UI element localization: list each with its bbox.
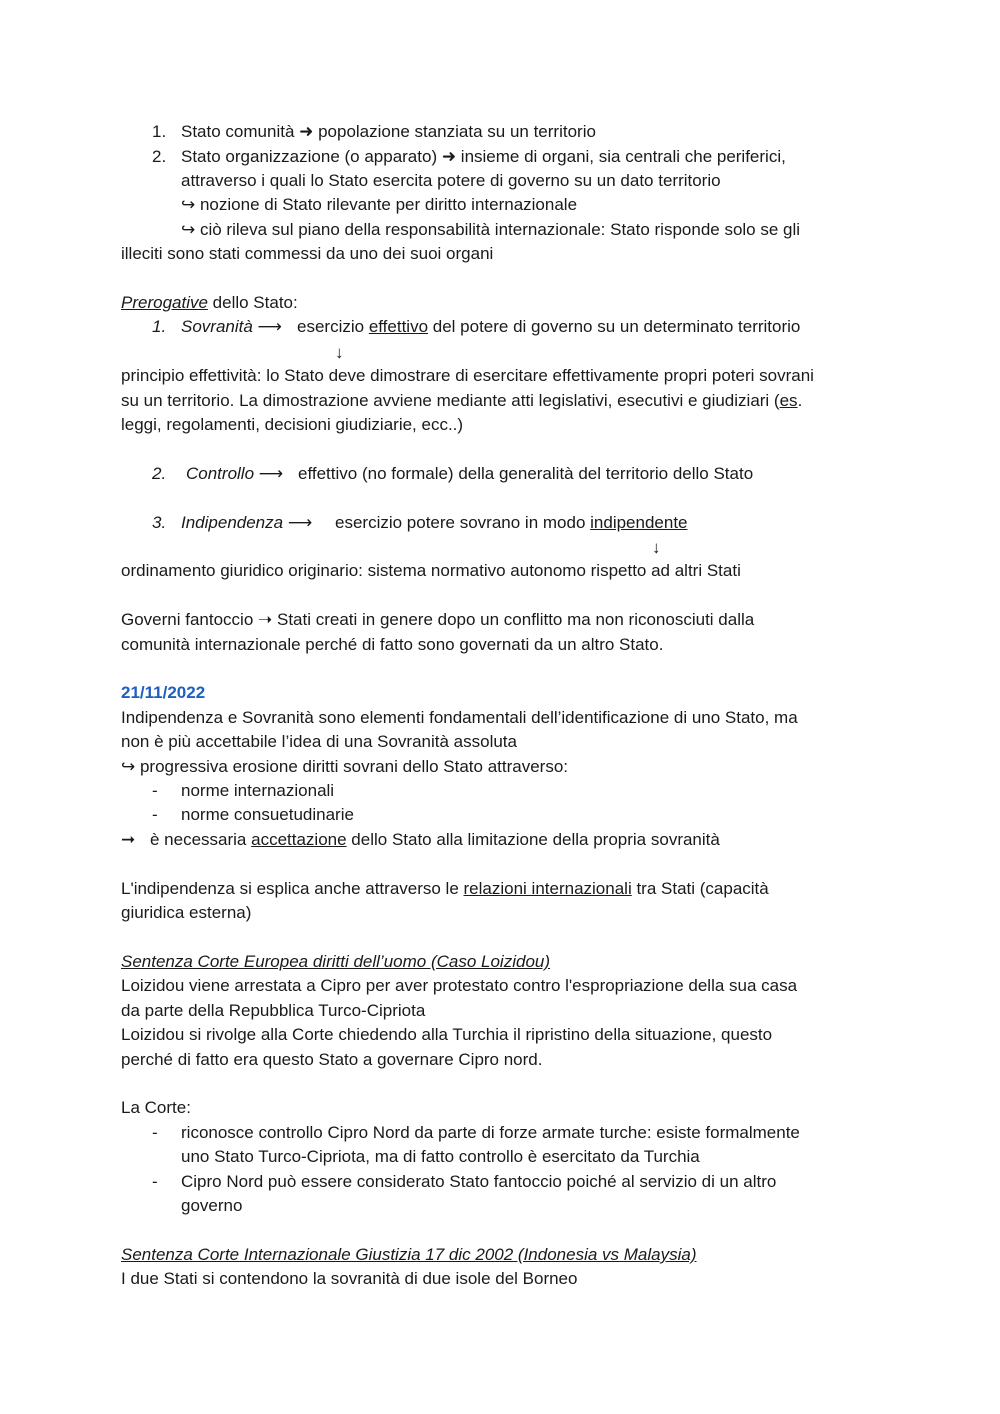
case-title-indonesia: Sentenza Corte Internazionale Giustizia 17 dic 2002 (Indonesia vs Malaysia) <box>121 1245 697 1264</box>
text: esercizio potere sovrano in modo <box>335 513 591 532</box>
bullet-dash: - <box>152 1172 158 1191</box>
term-sovranita: Sovranità ⟶ <box>181 317 282 336</box>
sub-note-continuation: illeciti sono stati commessi da uno dei suoi organi <box>121 244 494 263</box>
paragraph-line: principio effettività: lo Stato deve dimostrare di esercitare effettivamente propri poteri sovrani <box>121 366 814 385</box>
bullet-dash: - <box>152 781 158 800</box>
list-number: 1. <box>152 317 167 336</box>
bullet-item-continuation: uno Stato Turco-Cipriota, ma di fatto controllo è esercitato da Turchia <box>181 1147 700 1166</box>
underlined-word: indipendente <box>590 513 688 532</box>
text: è necessaria <box>150 830 252 849</box>
underlined-word: effettivo <box>368 317 429 336</box>
text: del potere di governo su un determinato territorio <box>428 317 801 336</box>
sovranita-definition <box>297 317 800 337</box>
text: L'indipendenza si esplica anche attraverso le <box>121 879 464 898</box>
paragraph-line: I due Stati si contendono la sovranità di due isole del Borneo <box>121 1269 578 1288</box>
text: esercizio <box>297 317 369 336</box>
bullet-dash: - <box>152 805 158 824</box>
paragraph-line: non è più accettabile l’idea di una Sovranità assoluta <box>121 732 517 751</box>
list-number: 3. <box>152 513 167 532</box>
list-item-continuation: attraverso i quali lo Stato esercita potere di governo su un dato territorio <box>181 171 721 190</box>
paragraph-line <box>121 391 802 411</box>
indipendenza-definition <box>335 513 688 533</box>
paragraph-line <box>121 879 769 899</box>
prerogative-heading <box>121 293 298 313</box>
sub-note: ↪ nozione di Stato rilevante per diritto internazionale <box>181 195 578 214</box>
bullet-item: riconosce controllo Cipro Nord da parte di forze armate turche: esiste formalmente <box>181 1123 800 1142</box>
paragraph-line: da parte della Repubblica Turco-Cipriota <box>121 1001 426 1020</box>
text: tra Stati (capacità <box>631 879 769 898</box>
bullet-item: norme consuetudinarie <box>181 805 354 824</box>
list-item-stato-comunita: Stato comunità ➜ popolazione stanziata su un territorio <box>181 122 596 141</box>
section-date: 21/11/2022 <box>121 683 206 702</box>
underlined-word: accettazione <box>251 830 347 849</box>
paragraph-line: leggi, regolamenti, decisioni giudiziarie, ecc..) <box>121 415 464 434</box>
term-controllo: Controllo ⟶ <box>186 464 284 483</box>
paragraph-line: La Corte: <box>121 1098 191 1117</box>
list-number: 1. <box>152 122 167 141</box>
bullet-item-continuation: governo <box>181 1196 243 1215</box>
paragraph-line: perché di fatto era questo Stato a governare Cipro nord. <box>121 1050 543 1069</box>
text: su un territorio. La dimostrazione avviene mediante atti legislativi, esecutivi e giudiziari ( <box>121 391 780 410</box>
arrow-icon: ➞ <box>121 830 136 849</box>
prerogative-term: Prerogative <box>121 293 208 312</box>
term-indipendenza: Indipendenza ⟶ <box>181 513 313 532</box>
list-item-stato-organizzazione: Stato organizzazione (o apparato) ➜ insieme di organi, sia centrali che periferici, <box>181 147 786 166</box>
paragraph-line: ordinamento giuridico originario: sistema normativo autonomo rispetto ad altri Stati <box>121 561 741 580</box>
list-number: 2. <box>152 464 167 483</box>
underlined-phrase: relazioni internazionali <box>463 879 632 898</box>
paragraph-line: comunità internazionale perché di fatto sono governati da un altro Stato. <box>121 635 664 654</box>
bullet-dash: - <box>152 1123 158 1142</box>
paragraph-line <box>150 830 720 850</box>
bullet-item: Cipro Nord può essere considerato Stato fantoccio poiché al servizio di un altro <box>181 1172 777 1191</box>
case-title-loizidou: Sentenza Corte Europea diritti dell’uomo (Caso Loizidou) <box>121 952 551 971</box>
paragraph-line: Governi fantoccio ➝ Stati creati in genere dopo un conflitto ma non riconosciuti dalla <box>121 610 755 629</box>
bullet-item: norme internazionali <box>181 781 335 800</box>
paragraph-line: Indipendenza e Sovranità sono elementi fondamentali dell’identificazione di uno Stato, ma <box>121 708 798 727</box>
paragraph-line: Loizidou viene arrestata a Cipro per aver protestato contro l'espropriazione della sua casa <box>121 976 798 995</box>
controllo-definition: effettivo (no formale) della generalità del territorio dello Stato <box>298 464 754 483</box>
heading-rest: dello Stato: <box>207 293 298 312</box>
down-arrow: ↓ <box>335 343 344 362</box>
list-number: 2. <box>152 147 167 166</box>
underlined-word: es <box>779 391 798 410</box>
paragraph-line: ↪ progressiva erosione diritti sovrani dello Stato attraverso: <box>121 757 569 776</box>
paragraph-line: giuridica esterna) <box>121 903 252 922</box>
sub-note: ↪ ciò rileva sul piano della responsabilità internazionale: Stato risponde solo se gli <box>181 220 801 239</box>
text: . <box>797 391 803 410</box>
paragraph-line: Loizidou si rivolge alla Corte chiedendo alla Turchia il ripristino della situazione, questo <box>121 1025 773 1044</box>
text: dello Stato alla limitazione della propria sovranità <box>346 830 720 849</box>
down-arrow: ↓ <box>652 538 661 557</box>
